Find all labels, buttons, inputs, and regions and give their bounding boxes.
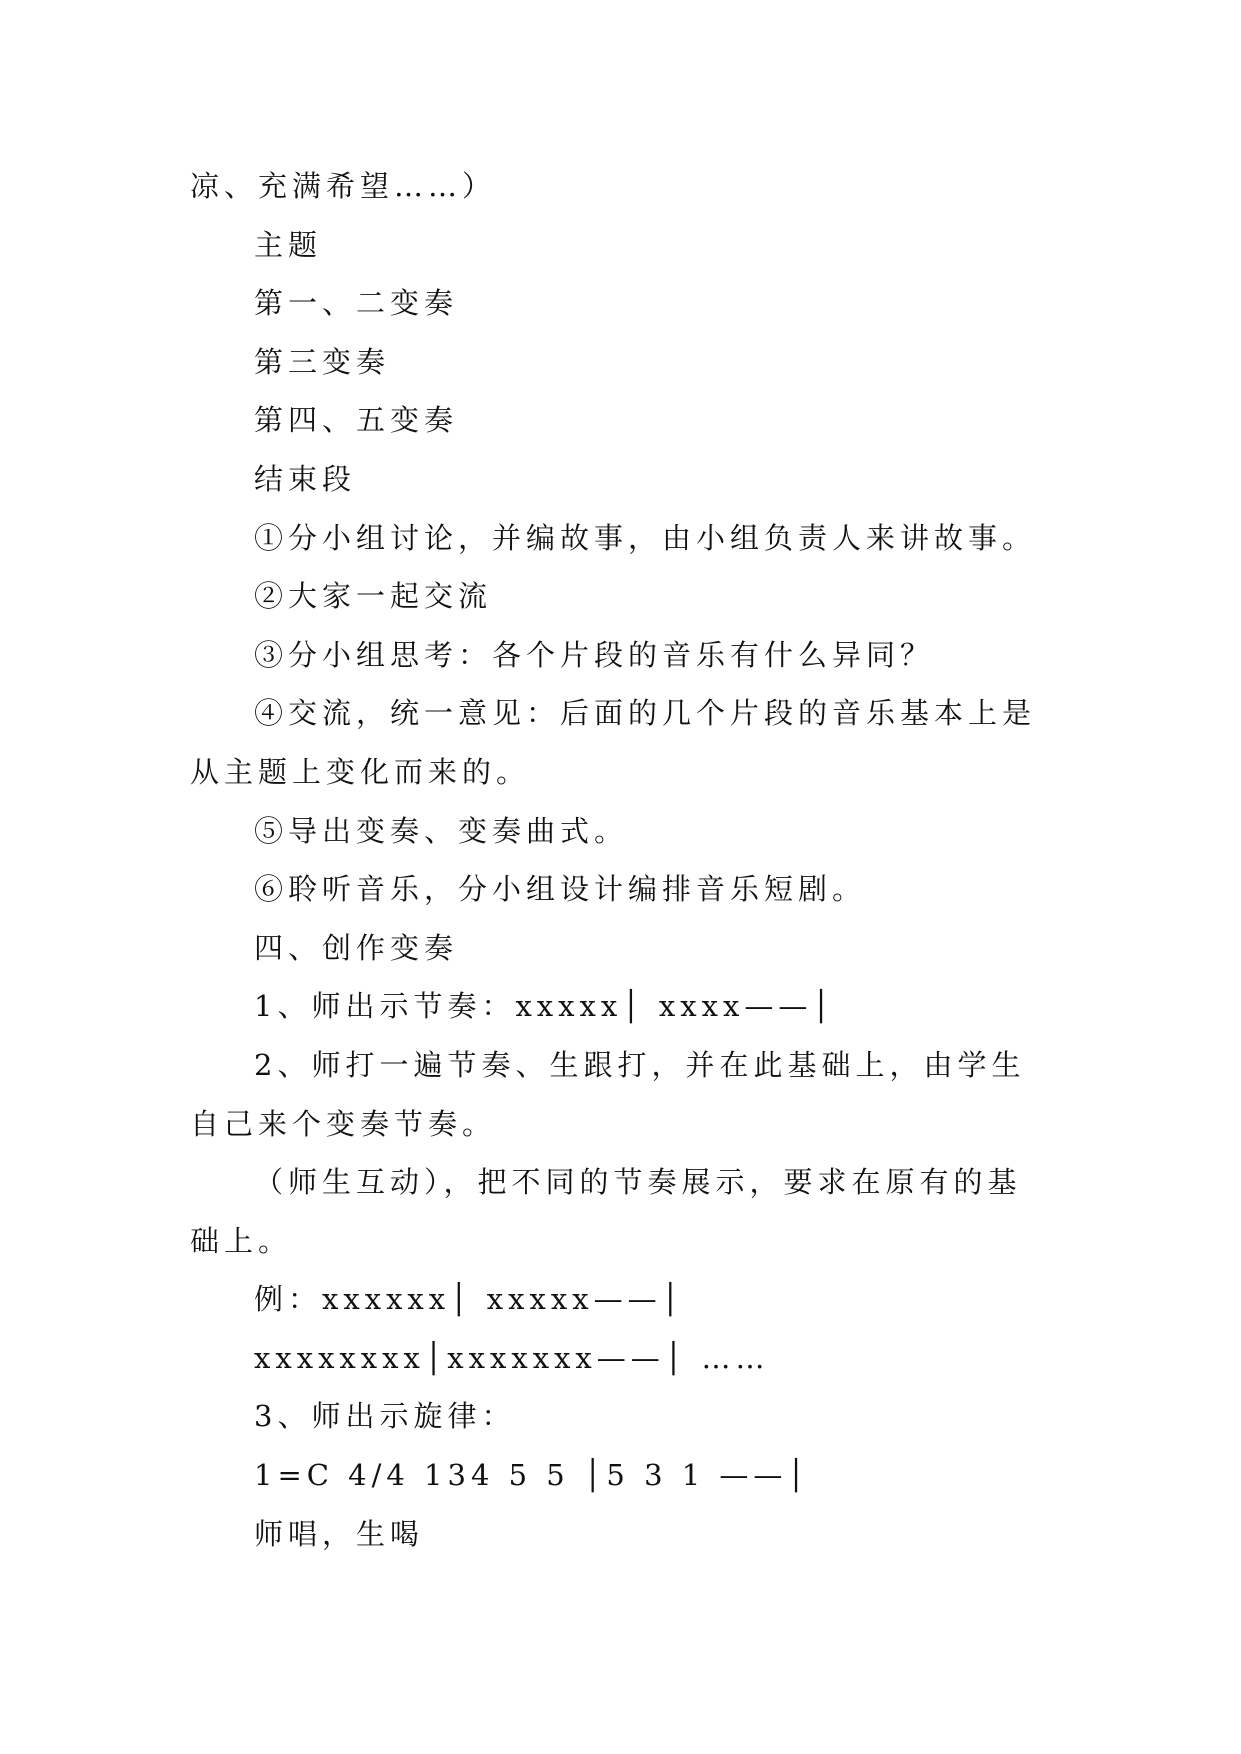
paragraph: ⑤导出变奏、变奏曲式。 (254, 813, 629, 848)
paragraph: 第三变奏 (254, 344, 391, 379)
paragraph: ②大家一起交流 (254, 579, 493, 614)
paragraph: 1=C 4/4 134 5 5 │5 3 1 ——│ (254, 1458, 810, 1493)
paragraph: 凉、充满希望……） (190, 169, 497, 203)
paragraph: （师生互动），把不同的节奏展示，要求在原有的基础上。 (190, 1165, 1022, 1258)
paragraph: 例：xxxxxx│ xxxxx——│ (254, 1282, 685, 1317)
paragraph: 主题 (254, 227, 323, 262)
paragraph: ③分小组思考：各个片段的音乐有什么异同？ (254, 637, 935, 672)
paragraph: 1、师出示节奏：xxxxx│ xxxx——│ (254, 989, 835, 1024)
paragraph: 师唱，生喝 (254, 1516, 425, 1551)
paragraph: 2、师打一遍节奏、生跟打，并在此基础上，由学生自己来个变奏节奏。 (190, 1047, 1026, 1141)
paragraph: 第一、二变奏 (254, 286, 459, 321)
paragraph: xxxxxxxx│xxxxxxx——│ …… (254, 1340, 770, 1375)
paragraph: ④交流，统一意见：后面的几个片段的音乐基本上是从主题上变化而来的。 (190, 696, 1037, 789)
paragraph: ⑥聆听音乐，分小组设计编排音乐短剧。 (254, 872, 867, 907)
paragraph: 结束段 (254, 461, 357, 496)
document-body (190, 157, 1050, 1563)
paragraph: ①分小组讨论，并编故事，由小组负责人来讲故事。 (254, 520, 1037, 555)
paragraph: 第四、五变奏 (254, 403, 459, 438)
paragraph: 3、师出示旋律： (254, 1399, 516, 1434)
paragraph: 四、创作变奏 (254, 930, 459, 965)
